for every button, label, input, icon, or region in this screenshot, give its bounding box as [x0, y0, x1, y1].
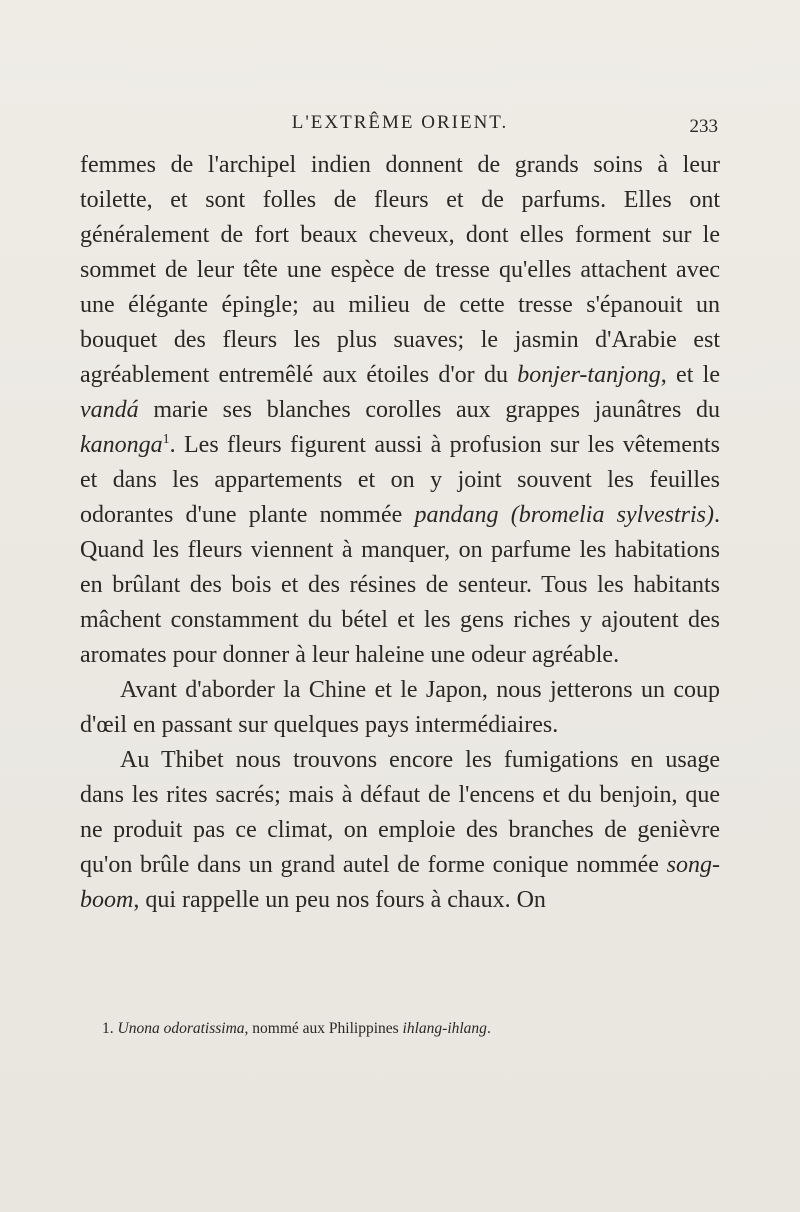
- text-run: , nommé aux Philippines: [244, 1020, 403, 1037]
- text-run: . Les fleurs figurent aussi à profusion sur les vêtements et dans les appartements et on y joint souvent les feuilles odorantes d'une plante nommée: [80, 432, 720, 528]
- text-run: , et le: [660, 362, 720, 388]
- text-run: Avant d'aborder la Chine et le Japon, nous jetterons un coup d'œil en passant sur quelques pays intermédiaires.: [80, 677, 720, 738]
- italic-term: song-boom: [80, 852, 720, 913]
- paragraph: [80, 148, 720, 673]
- text-run: femmes de l'archipel indien donnent de grands soins à leur toilette, et sont folles de fleurs et de parfums. Elles ont généralement de fort beaux cheveux, dont elles forment sur le sommet de leur tête une espèce de tresse qu'elles attachent avec une élégante épingle; au milieu de cette tresse s'épanouit un bouquet des fleurs les plus suaves; le jasmin d'Arabie est agréablement entremêlé aux étoiles d'or du: [80, 152, 720, 388]
- italic-term: kanonga: [80, 432, 163, 458]
- running-title: L'EXTRÊME ORIENT.: [291, 112, 509, 133]
- italic-term: pandang (bromelia sylvestris): [414, 502, 714, 528]
- text-run: , qui rappelle un peu nos fours à chaux. On: [133, 887, 546, 913]
- footnote-marker: 1: [162, 432, 170, 447]
- italic-term: bonjer-tanjong: [517, 362, 661, 388]
- text-run: Au Thibet nous trouvons encore les fumigations en usage dans les rites sacrés; mais à défaut de l'encens et du benjoin, que ne produit pas ce climat, on emploie des branches de genièvre qu'on brûle dans un grand autel de forme conique nommée: [80, 747, 720, 878]
- paragraph: [80, 743, 720, 918]
- body-text: [80, 148, 720, 918]
- footnote-number: 1.: [102, 1020, 114, 1037]
- paragraph: [80, 673, 720, 743]
- italic-term: Unona odoratissima: [117, 1020, 245, 1037]
- running-head: [80, 112, 720, 142]
- italic-term: vandá: [80, 397, 139, 423]
- italic-term: ihlang-ihlang: [402, 1020, 487, 1037]
- page-number: 233: [689, 116, 718, 137]
- text-run: marie ses blanches corolles aux grappes jaunâtres du: [138, 397, 720, 423]
- text-run: .: [486, 1020, 491, 1037]
- text-run: . Quand les fleurs viennent à manquer, on parfume les habitations en brûlant des bois et des résines de senteur. Tous les habitants mâchent constamment du bétel et les gens riches y ajoutent des aromates pour donner à leur haleine une odeur agréable.: [80, 502, 720, 668]
- footnote: [102, 1018, 722, 1040]
- footnote-text: [118, 1020, 491, 1037]
